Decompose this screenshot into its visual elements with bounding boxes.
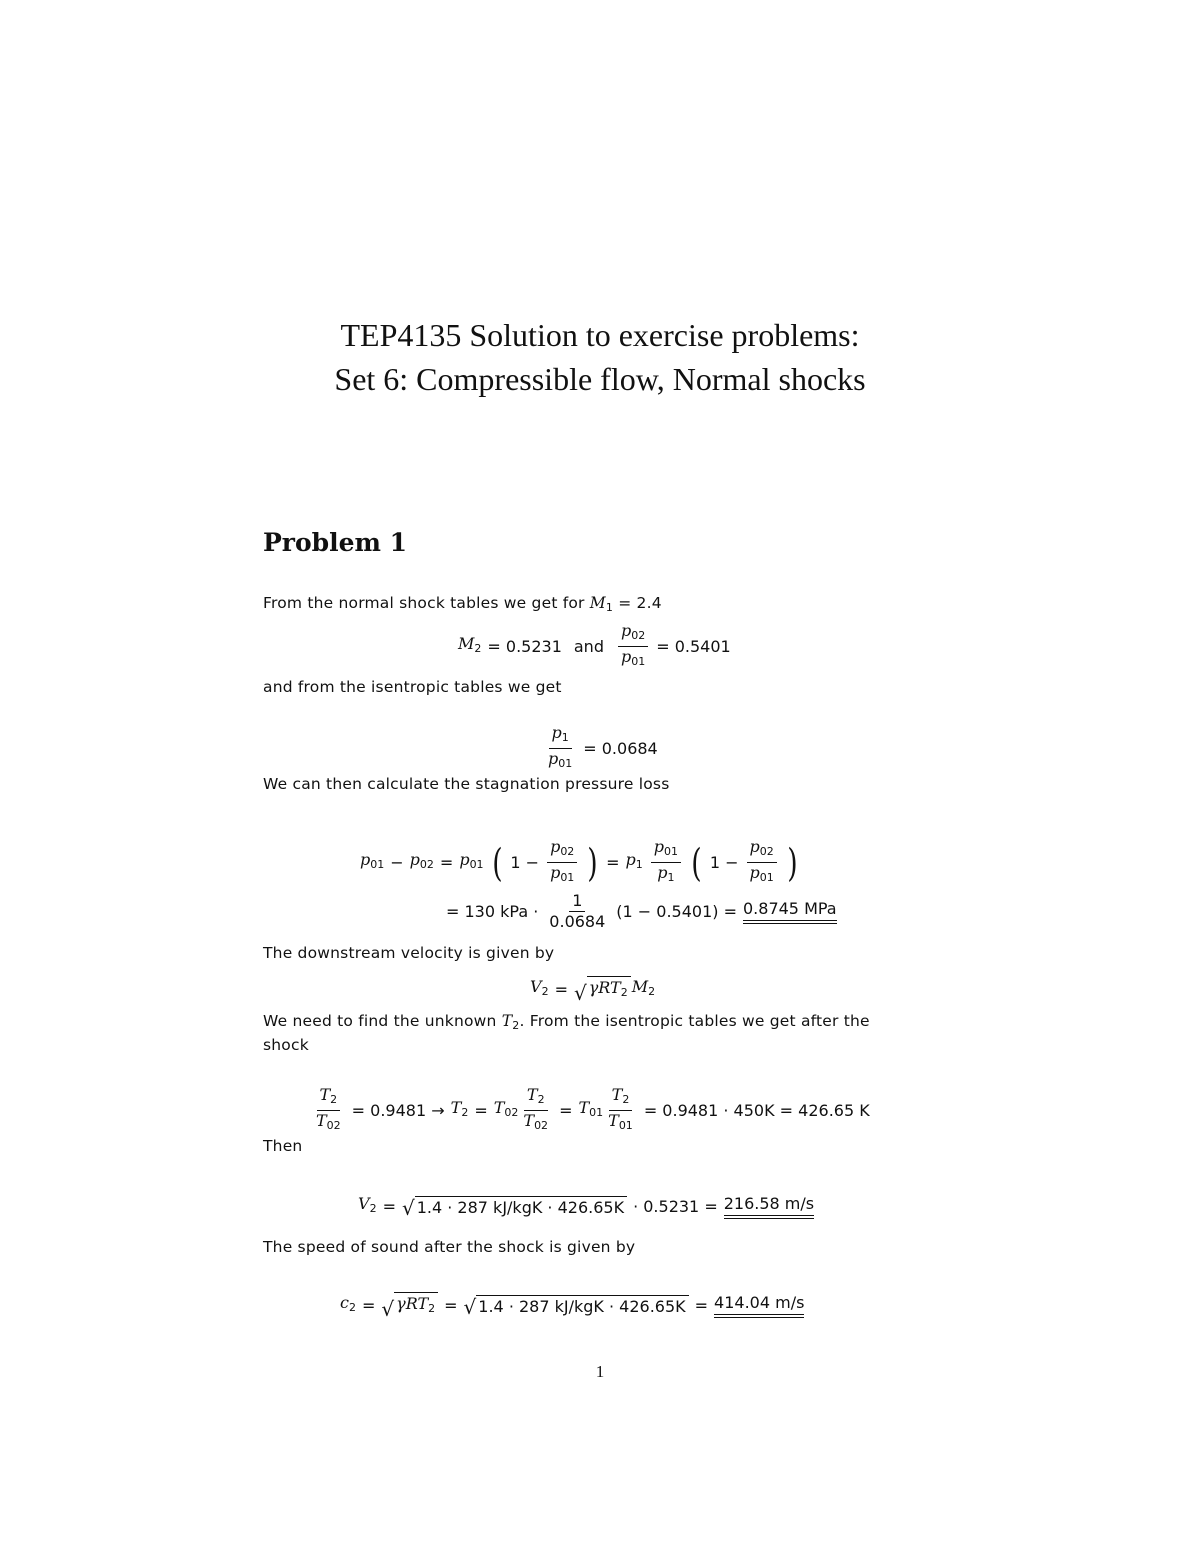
equation-c2-result: $c_2$ = √ γRT$_2$ = √ 1.4 · 287 kJ/kgK · 426.65K = 414.04 m/s [340, 1293, 805, 1321]
result-c2: 414.04 m/s [714, 1293, 804, 1318]
result-pressure-loss: 0.8745 MPa [743, 899, 837, 924]
document-title-line-2: Set 6: Compressible flow, Normal shocks [334, 361, 866, 397]
fraction-p02-p01: $\frac{p_{02}}{p_{01}}$ [618, 622, 648, 671]
paragraph-unknown-t2-line-2: shock [263, 1036, 309, 1054]
paragraph-normal-shock-tables: From the normal shock tables we get for $M_1 = 2.4$ [263, 594, 662, 614]
equation-v2-result: $V_2$ = √ 1.4 · 287 kJ/kgK · 426.65K · 0.5231 = 216.58 m/s [358, 1194, 815, 1220]
result-v2: 216.58 m/s [724, 1194, 814, 1219]
equation-stagnation-loss-line-1: $p_{01}$ − $p_{02}$ = $p_{01}$ ( 1 − $\frac{p_{02}}{p_{01}}$ ) = $p_1$ $\frac{p_{01}}{p_1}$ ( 1 − $\frac{p_{02}}{p_{01}}$ ) [360, 837, 798, 885]
equation-stagnation-loss-line-2: = 130 kPa · $\frac{1}{0.0684}$ (1 − 0.5401) = 0.8745 MPa [446, 891, 837, 931]
paragraph-stagnation-loss: We can then calculate the stagnation pressure loss [263, 775, 670, 793]
paragraph-downstream-velocity: The downstream velocity is given by [263, 944, 555, 962]
equation-t2-calculation: $\frac{T_2}{T_{02}}$ = 0.9481 → $T_2$ = $T_{02}$ $\frac{T_2}{T_{02}}$ = $T_{01}$ $\frac{T_2}{T_{01}}$ = 0.9481 · 450K = 426.65 K [316, 1085, 870, 1132]
paragraph-then: Then [263, 1137, 303, 1155]
equation-p1-p01: $\frac{p_1}{p_{01}}$ = 0.0684 [548, 723, 658, 770]
paragraph-isentropic-tables: and from the isentropic tables we get [263, 678, 562, 696]
page-number: 1 [595, 1362, 605, 1381]
paragraph-unknown-t2-line-1: We need to find the unknown $T_2$. From the isentropic tables we get after the [263, 1012, 870, 1032]
document-title-line-1: TEP4135 Solution to exercise problems: [340, 317, 860, 353]
paragraph-speed-of-sound: The speed of sound after the shock is given by [263, 1238, 636, 1256]
section-heading: Problem 1 [263, 528, 408, 557]
equation-v2-definition: $V_2$ = √ γRT$_2$ $M_2$ [530, 977, 656, 1005]
equation-m2-pressure-ratio: $M_2$ = 0.5231 and $\frac{p_{02}}{p_{01}}$ = 0.5401 [458, 622, 731, 671]
